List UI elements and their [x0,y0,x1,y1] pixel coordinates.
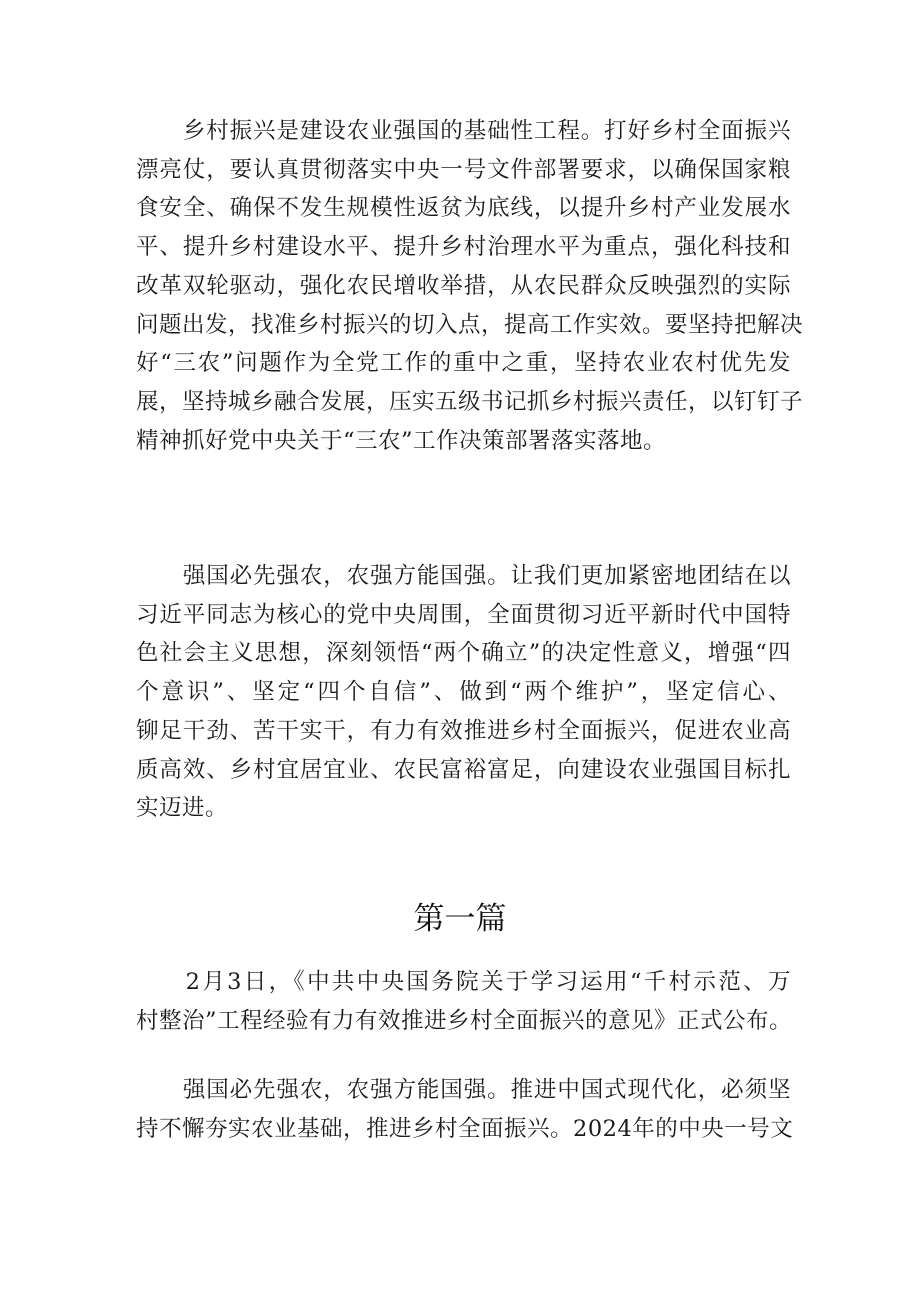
paragraph-line: 色社会主义思想，深刻领悟“两个确立”的决定性意义，增强“四 [136,640,791,667]
section-heading: 第一篇 [413,901,507,937]
paragraph-line: 食安全、确保不发生规模性返贫为底线，以提升乡村产业发展水 [136,195,791,222]
paragraph-line: 强国必先强农，农强方能国强。让我们更加紧密地团结在以 [136,563,791,589]
paragraph-line: 2月3日，《中共中央国务院关于学习运用“千村示范、万 [136,969,791,995]
paragraph-modernization [136,1071,794,1148]
paragraph-line: 村整治”工程经验有力有效推进乡村全面振兴的意见》正式公布。 [136,1007,793,1034]
paragraph-strong-nation [136,557,791,828]
paragraph-line: 铆足干劲、苦干实干，有力有效推进乡村全面振兴，促进农业高 [136,717,791,744]
paragraph-line: 强国必先强农，农强方能国强。推进中国式现代化，必须坚 [136,1077,791,1103]
paragraph-line: 平、提升乡村建设水平、提升乡村治理水平为重点，强化科技和 [136,234,791,261]
paragraph-line: 习近平同志为核心的党中央周围，全面贯彻习近平新时代中国特 [136,601,791,628]
paragraph-line: 展，坚持城乡融合发展，压实五级书记抓乡村振兴责任，以钉钉子 [136,388,804,415]
paragraph-announcement [136,963,791,1040]
paragraph-line: 精神抓好党中央关于“三农”工作决策部署落实落地。 [136,427,667,454]
paragraph-rural-revitalization [136,112,804,460]
paragraph-line: 改革双轮驱动，强化农民增收举措，从农民群众反映强烈的实际 [136,272,791,299]
paragraph-line: 漂亮仗，要认真贯彻落实中央一号文件部署要求，以确保国家粮 [136,156,791,183]
paragraph-line: 实迈进。 [136,795,229,822]
paragraph-line: 乡村振兴是建设农业强国的基础性工程。打好乡村全面振兴 [136,118,791,144]
paragraph-line: 问题出发，找准乡村振兴的切入点，提高工作实效。要坚持把解决 [136,311,804,338]
paragraph-line: 好“三农”问题作为全党工作的重中之重，坚持农业农村优先发 [136,350,791,377]
paragraph-line: 个意识”、坚定“四个自信”、做到“两个维护”，坚定信心、 [136,679,791,706]
paragraph-line: 持不懈夯实农业基础，推进乡村全面振兴。2024年的中央一号文 [136,1115,794,1142]
paragraph-line: 质高效、乡村宜居宜业、农民富裕富足，向建设农业强国目标扎 [136,756,791,783]
